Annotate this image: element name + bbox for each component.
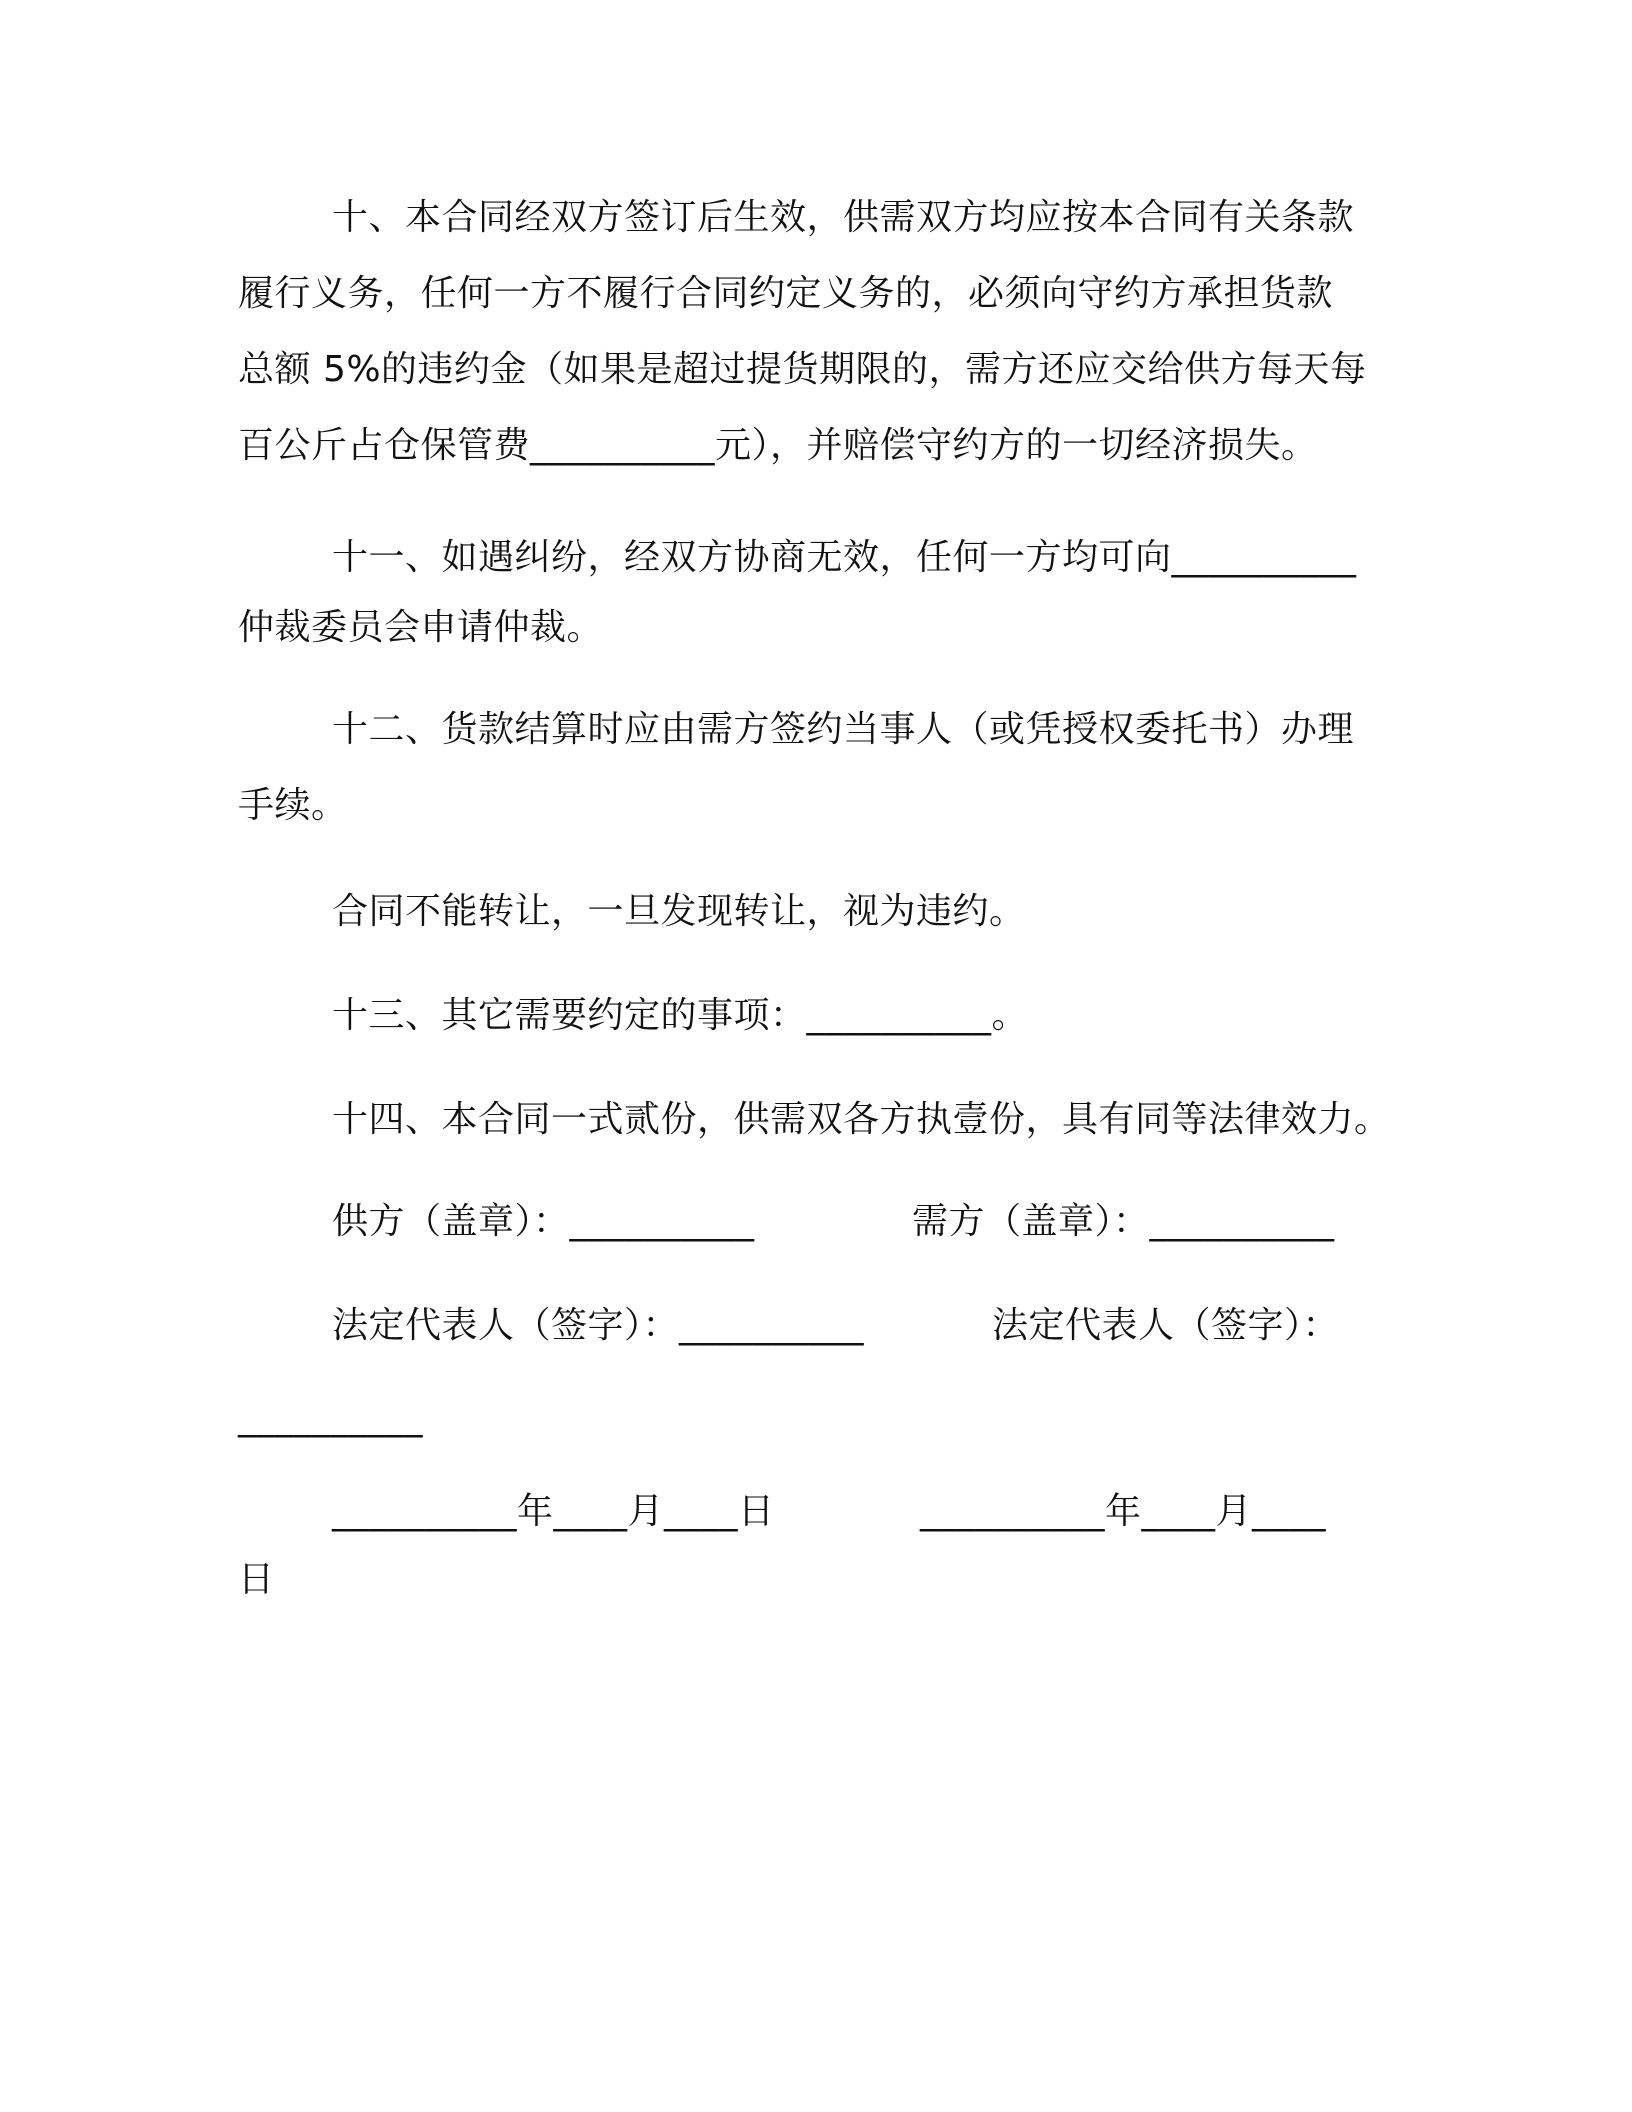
buyer-date-field: __________年____月____ bbox=[920, 1491, 1326, 1532]
clause-10-line-2: 履行义务，任何一方不履行合同约定义务的，必须向守约方承担货款 bbox=[238, 273, 1334, 314]
clause-12-line-2: 手续。 bbox=[238, 785, 348, 826]
clause-12-line-1: 十二、货款结算时应由需方签约当事人（或凭授权委托书）办理 bbox=[332, 709, 1355, 750]
supplier-date-field: __________年____月____日 bbox=[332, 1491, 775, 1532]
clause-11-line-1: 十一、如遇纠纷，经双方协商无效，任何一方均可向__________ bbox=[332, 537, 1357, 578]
buyer-representative-field: 法定代表人（签字）： bbox=[992, 1305, 1340, 1346]
supplier-seal-field: 供方（盖章）：__________ bbox=[332, 1201, 755, 1242]
buyer-seal-field: 需方（盖章）：__________ bbox=[912, 1201, 1335, 1242]
clause-10-line-3: 总额 5%的违约金（如果是超过提货期限的，需方还应交给供方每天每 bbox=[238, 349, 1367, 390]
no-transfer-clause: 合同不能转让，一旦发现转让，视为违约。 bbox=[332, 891, 1026, 932]
supplier-representative-field: 法定代表人（签字）：__________ bbox=[332, 1305, 865, 1346]
clause-13: 十三、其它需要约定的事项：__________。 bbox=[332, 995, 1029, 1036]
buyer-date-day: 日 bbox=[238, 1559, 275, 1600]
clause-10-line-4: 百公斤占仓保管费__________元），并赔偿守约方的一切经济损失。 bbox=[238, 425, 1318, 466]
clause-10-line-1: 十、本合同经双方签订后生效，供需双方均应按本合同有关条款 bbox=[332, 197, 1355, 238]
clause-14: 十四、本合同一式贰份，供需双各方执壹份，具有同等法律效力。 bbox=[332, 1099, 1391, 1140]
buyer-representative-blank: __________ bbox=[238, 1397, 423, 1438]
clause-11-line-2: 仲裁委员会申请仲裁。 bbox=[238, 607, 604, 648]
